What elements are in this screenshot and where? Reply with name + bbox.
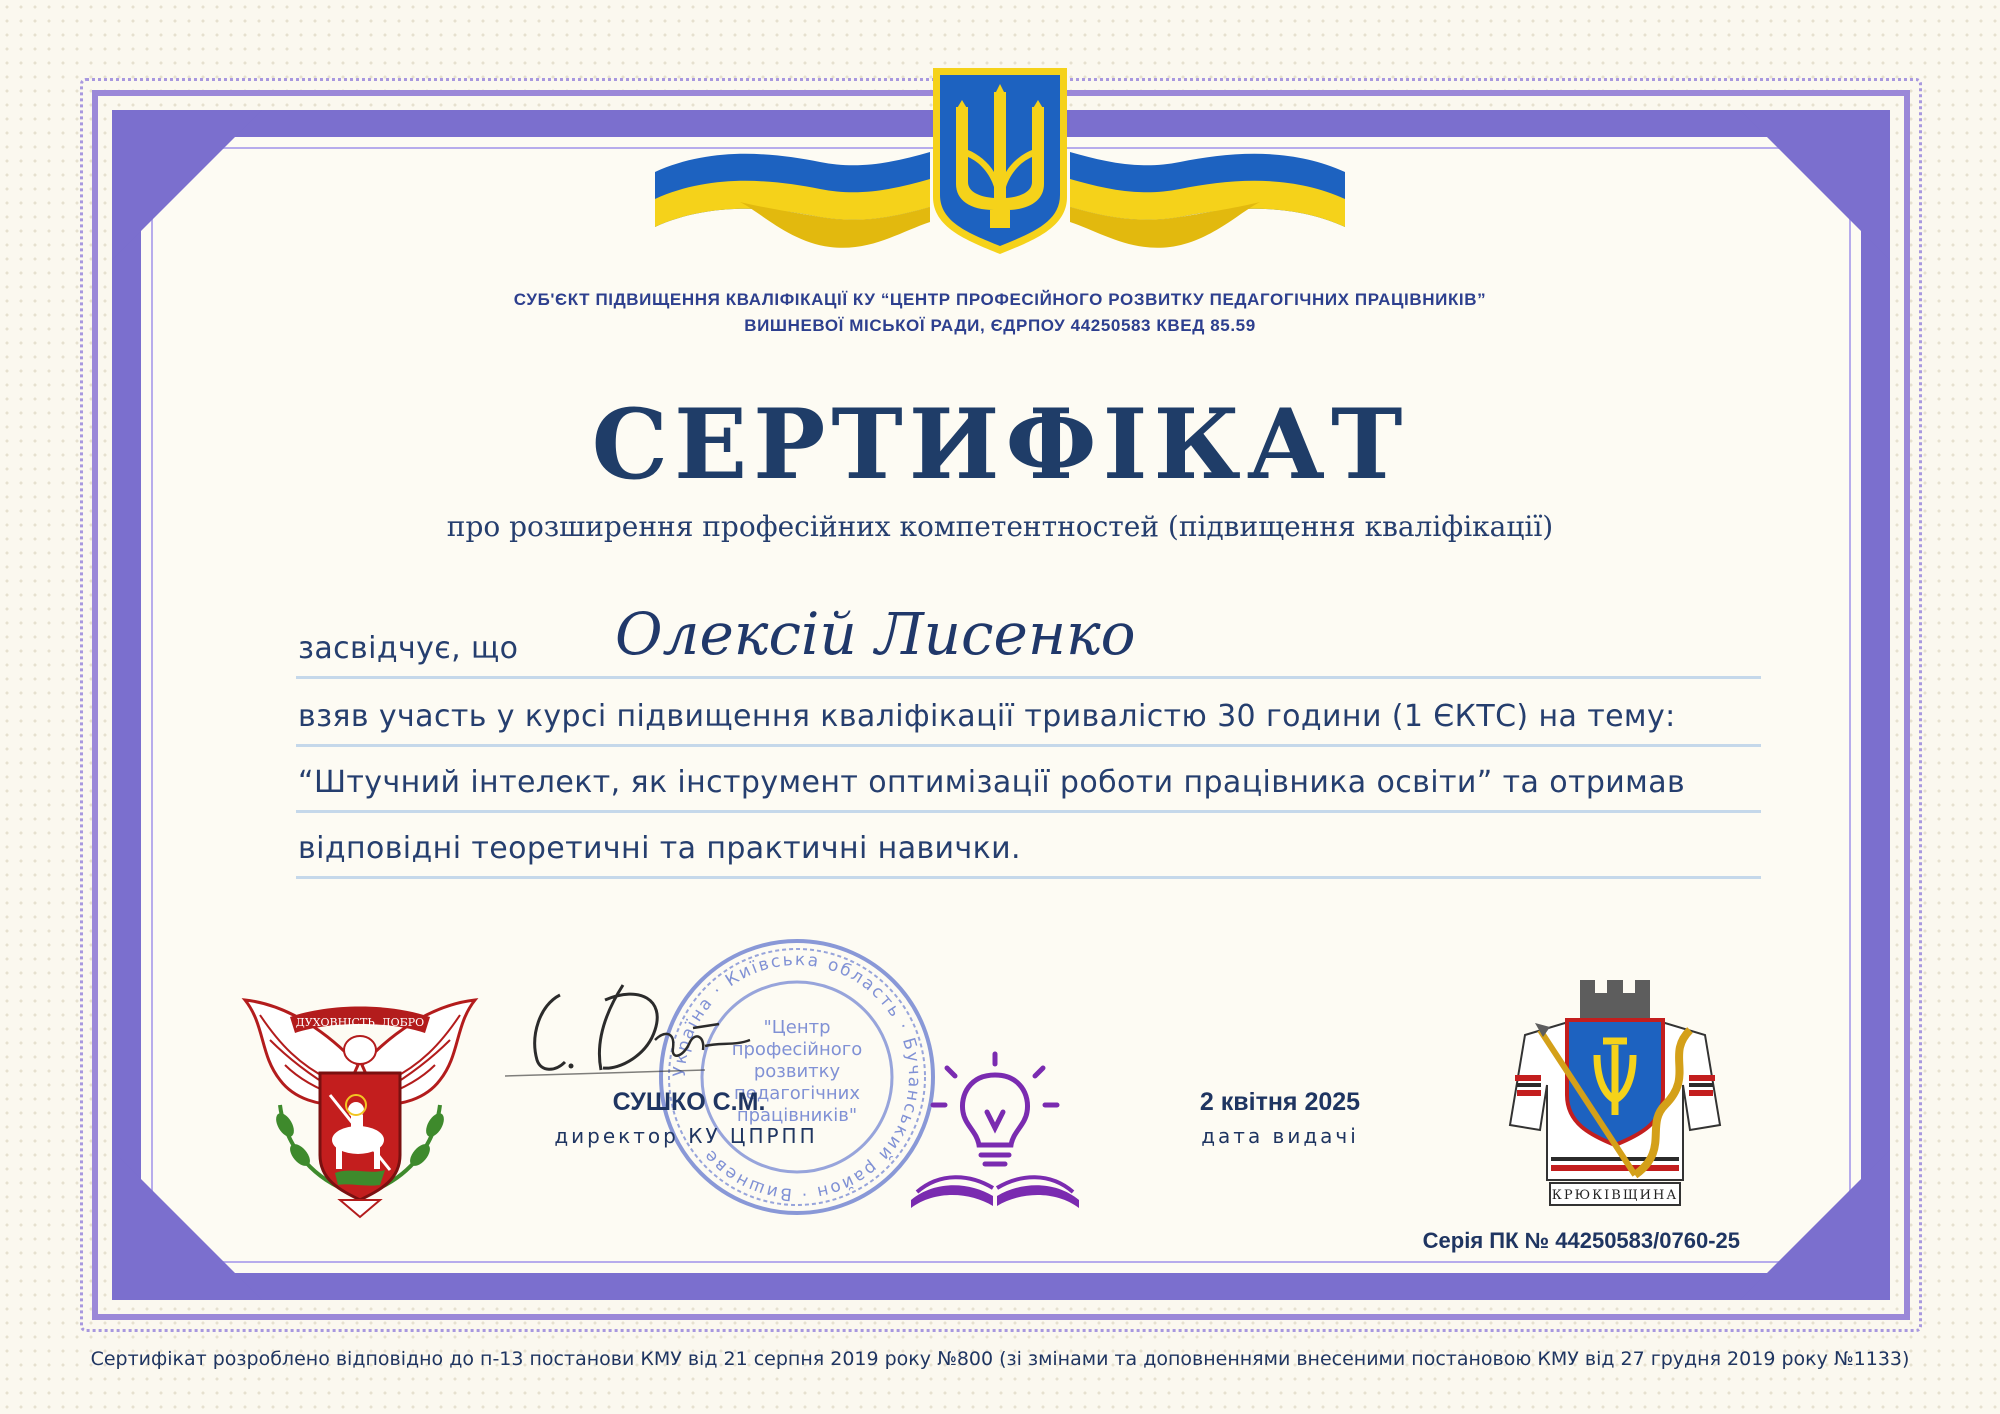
lightbulb-book-icon	[905, 1050, 1085, 1210]
stamp-line-2: професійного	[731, 1039, 863, 1060]
director-name: СУШКО С.М.	[612, 1088, 766, 1116]
body-line-1	[296, 688, 1761, 747]
body-line-3	[296, 820, 1761, 879]
dove-emblem-icon	[240, 995, 480, 1220]
kryukivshchyna-emblem-icon	[1505, 975, 1725, 1210]
ribbon-text: ДУХОВНІСТЬ, ДОБРО	[295, 1016, 425, 1029]
stamp-line-1: "Центр	[763, 1017, 831, 1038]
certifies-label: засвідчує, що	[298, 631, 519, 666]
body-text-3: відповідні теоретичні та практичні навички.	[298, 831, 1021, 866]
issuer-line-1: СУБ'ЄКТ ПІДВИЩЕННЯ КВАЛІФІКАЦІЇ КУ “ЦЕНТР ПРОФЕСІЙНОГО РОЗВИТКУ ПЕДАГОГІЧНИХ ПРАЦІВНИКІВ”	[513, 290, 1487, 309]
certificate-title: СЕРТИФІКАТ	[591, 388, 1409, 501]
issue-date: 2 квітня 2025	[1199, 1088, 1361, 1116]
stamp-line-5: працівників"	[736, 1105, 858, 1126]
stamp-line-4: педагогічних	[734, 1083, 860, 1104]
director-signature	[505, 980, 765, 1090]
emblem-banner-text: КРЮКІВЩИНА	[1551, 1188, 1679, 1203]
issuer-line-2: ВИШНЕВОЇ МІСЬКОЇ РАДИ, ЄДРПОУ 44250583 КВЕД 85.59	[744, 316, 1256, 335]
body-text-2: “Штучний інтелект, як інструмент оптимізації роботи працівника освіти” та отримав	[298, 765, 1686, 800]
body-line-2	[296, 754, 1761, 813]
director-role: директор КУ ЦПРПП	[554, 1124, 818, 1148]
certificate-subtitle: про розширення професійних компетентностей (підвищення кваліфікації)	[446, 510, 1554, 543]
legal-footnote: Сертифікат розроблено відповідно до п-13 постанови КМУ від 21 серпня 2019 року №800 (зі змінами та доповненнями внесеними постановою КМУ від 27 грудня 2019 року №1133)	[90, 1348, 1910, 1370]
series-number: Серія ПК № 44250583/0760-25	[1422, 1228, 1740, 1253]
body-text-1: взяв участь у курсі підвищення кваліфікації тривалістю 30 години (1 ЄКТС) на тему:	[298, 699, 1676, 734]
flag-ribbon-with-trident	[650, 62, 1350, 262]
stamp-line-3: розвитку	[753, 1061, 841, 1082]
recipient-name: Олексій Лисенко	[615, 600, 1136, 668]
issue-date-label: дата видачі	[1201, 1124, 1359, 1148]
stamp-outer-text: Україна · Київська область · Бучанський район · Вишневе	[669, 949, 925, 1205]
